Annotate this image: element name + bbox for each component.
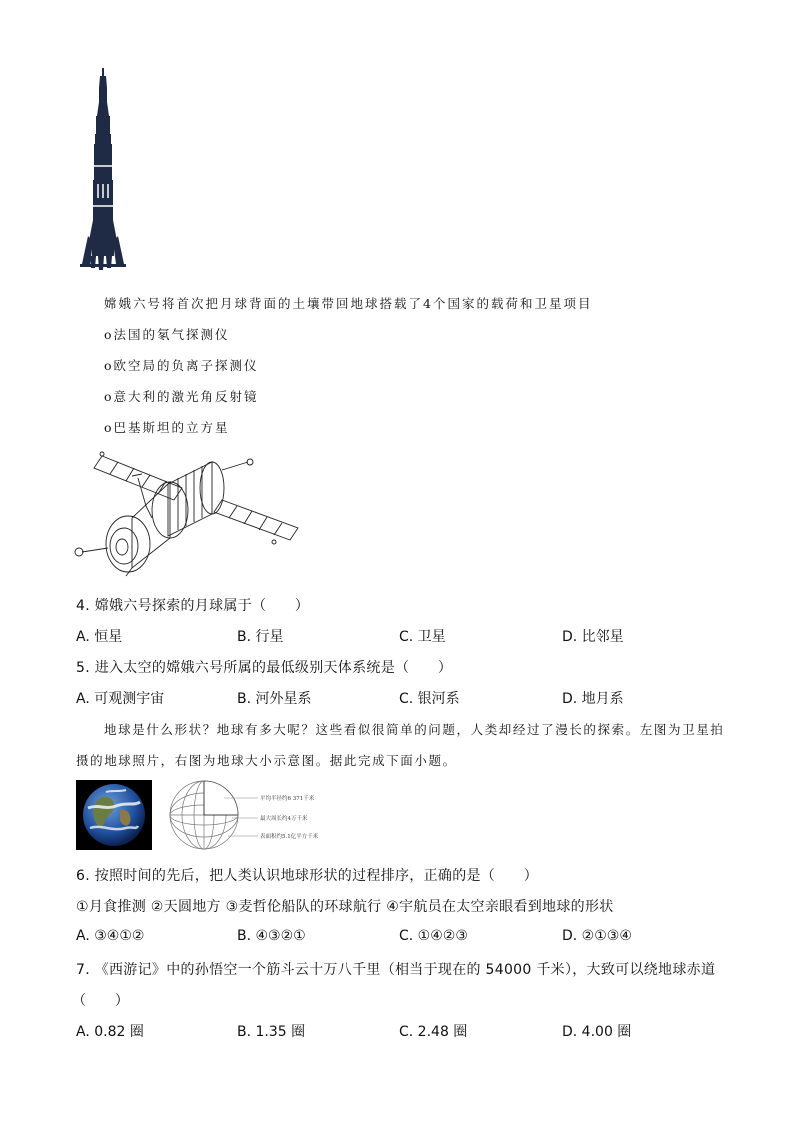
question-7-bracket: （ ） <box>72 993 130 1009</box>
q6-option-d[interactable]: D. ②①③④ <box>562 928 632 944</box>
q6-option-b[interactable]: B. ④③②① <box>237 928 306 944</box>
diagram-label-circumference: 最大周长约4万千米 <box>260 816 308 822</box>
question-4-stem: 4. 嫦娥六号探索的月球属于（ ） <box>76 598 310 614</box>
q7-option-c[interactable]: C. 2.48 圈 <box>399 1024 468 1040</box>
q6-option-c[interactable]: C. ①④②③ <box>399 928 468 944</box>
passage-line: 地球是什么形状？地球有多大呢？这些看似很简单的问题，人类却经过了漫长的探索。左图为卫星拍 <box>104 722 725 737</box>
q4-option-d[interactable]: D. 比邻星 <box>562 629 624 645</box>
question-6-statements: ①月食推测 ②天圆地方 ③麦哲伦船队的环球航行 ④宇航员在太空亲眼看到地球的形状 <box>76 899 614 915</box>
q5-option-d[interactable]: D. 地月系 <box>562 691 624 707</box>
earth-photo <box>76 780 152 850</box>
q7-option-a[interactable]: A. 0.82 圈 <box>76 1024 144 1040</box>
spacecraft-illustration <box>72 448 304 580</box>
intro-item: o意大利的激光角反射镜 <box>104 389 259 404</box>
question-5-stem: 5. 进入太空的嫦娥六号所属的最低级别天体系统是（ ） <box>76 660 453 676</box>
q6-option-a[interactable]: A. ③④①② <box>76 928 145 944</box>
q7-option-b[interactable]: B. 1.35 圈 <box>237 1024 306 1040</box>
question-7-stem: 7. 《西游记》中的孙悟空一个筋斗云十万八千里（相当于现在的 54000 千米），大致可以绕地球赤道 <box>76 962 716 978</box>
q4-option-b[interactable]: B. 行星 <box>237 629 284 645</box>
q5-option-a[interactable]: A. 可观测宇宙 <box>76 691 165 707</box>
rocket-illustration <box>78 66 128 274</box>
q5-option-c[interactable]: C. 银河系 <box>399 691 460 707</box>
passage-line: 摄的地球照片，右图为地球大小示意图。据此完成下面小题。 <box>76 753 457 768</box>
intro-item: o巴基斯坦的立方星 <box>104 420 230 435</box>
q5-option-b[interactable]: B. 河外星系 <box>237 691 312 707</box>
earth-size-diagram <box>166 778 346 852</box>
intro-item: o欧空局的负离子探测仪 <box>104 358 259 373</box>
intro-item: o法国的氡气探测仪 <box>104 327 230 342</box>
question-6-stem: 6. 按照时间的先后，把人类认识地球形状的过程排序，正确的是（ ） <box>76 868 539 884</box>
q4-option-a[interactable]: A. 恒星 <box>76 629 123 645</box>
diagram-label-radius: 平均半径约6 371千米 <box>260 796 315 802</box>
q4-option-c[interactable]: C. 卫星 <box>399 629 446 645</box>
diagram-label-area: 表面积约5.1亿平方千米 <box>260 834 319 840</box>
q7-option-d[interactable]: D. 4.00 圈 <box>562 1024 632 1040</box>
intro-line: 嫦娥六号将首次把月球背面的土壤带回地球搭载了4个国家的载荷和卫星项目 <box>104 296 593 311</box>
